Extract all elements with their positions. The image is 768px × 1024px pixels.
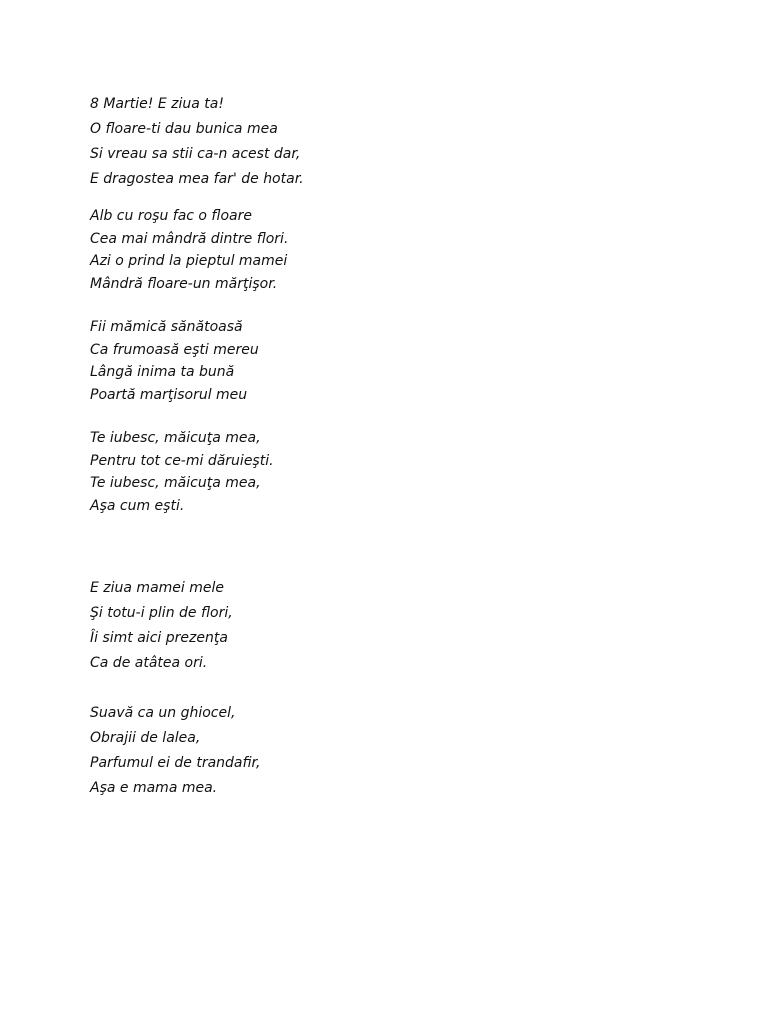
poem-line: Parfumul ei de trandafir, <box>90 755 261 771</box>
poem-line: Te iubesc, măicuţa mea, <box>90 475 261 491</box>
poem-line: Îi simt aici prezenţa <box>90 630 228 646</box>
poem-line: Obrajii de lalea, <box>90 730 201 746</box>
poem-line: 8 Martie! E ziua ta! <box>90 96 224 112</box>
poem-line: Fii mămică sănătoasă <box>90 319 243 335</box>
stanza-6 <box>90 701 260 801</box>
poem-line: Mândră floare-un mărţişor. <box>90 275 278 292</box>
poem-line: Ca de atâtea ori. <box>90 655 208 671</box>
poem-line: Azi o prind la pieptul mamei <box>90 253 288 269</box>
poem-line: Suavă ca un ghiocel, <box>90 705 236 721</box>
poem-line: Şi totu-i plin de flori, <box>90 605 233 621</box>
poem-line: E dragostea mea far' de hotar. <box>90 171 304 187</box>
poem-line: Ca frumoasă eşti mereu <box>90 341 259 358</box>
poem-line: Te iubesc, măicuţa mea, <box>90 430 261 446</box>
stanza-5 <box>90 576 233 676</box>
poem-line: O floare-ti dau bunica mea <box>90 121 278 137</box>
poem-line: Aşa e mama mea. <box>90 780 218 796</box>
stanza-2 <box>90 205 288 295</box>
poem-line: Alb cu roşu fac o floare <box>90 208 252 224</box>
poem-line: Lângă inima ta bună <box>90 364 235 380</box>
poem-line: Pentru tot ce-mi dăruieşti. <box>90 452 274 469</box>
poem-line: Cea mai mândră dintre flori. <box>90 230 289 247</box>
stanza-1 <box>90 92 304 192</box>
poem-line: E ziua mamei mele <box>90 580 224 596</box>
poem-line: Poartă marţisorul meu <box>90 386 248 403</box>
poem-line: Si vreau sa stii ca-n acest dar, <box>90 146 301 162</box>
stanza-4 <box>90 427 274 517</box>
poem-line: Aşa cum eşti. <box>90 497 185 514</box>
stanza-3 <box>90 316 259 406</box>
